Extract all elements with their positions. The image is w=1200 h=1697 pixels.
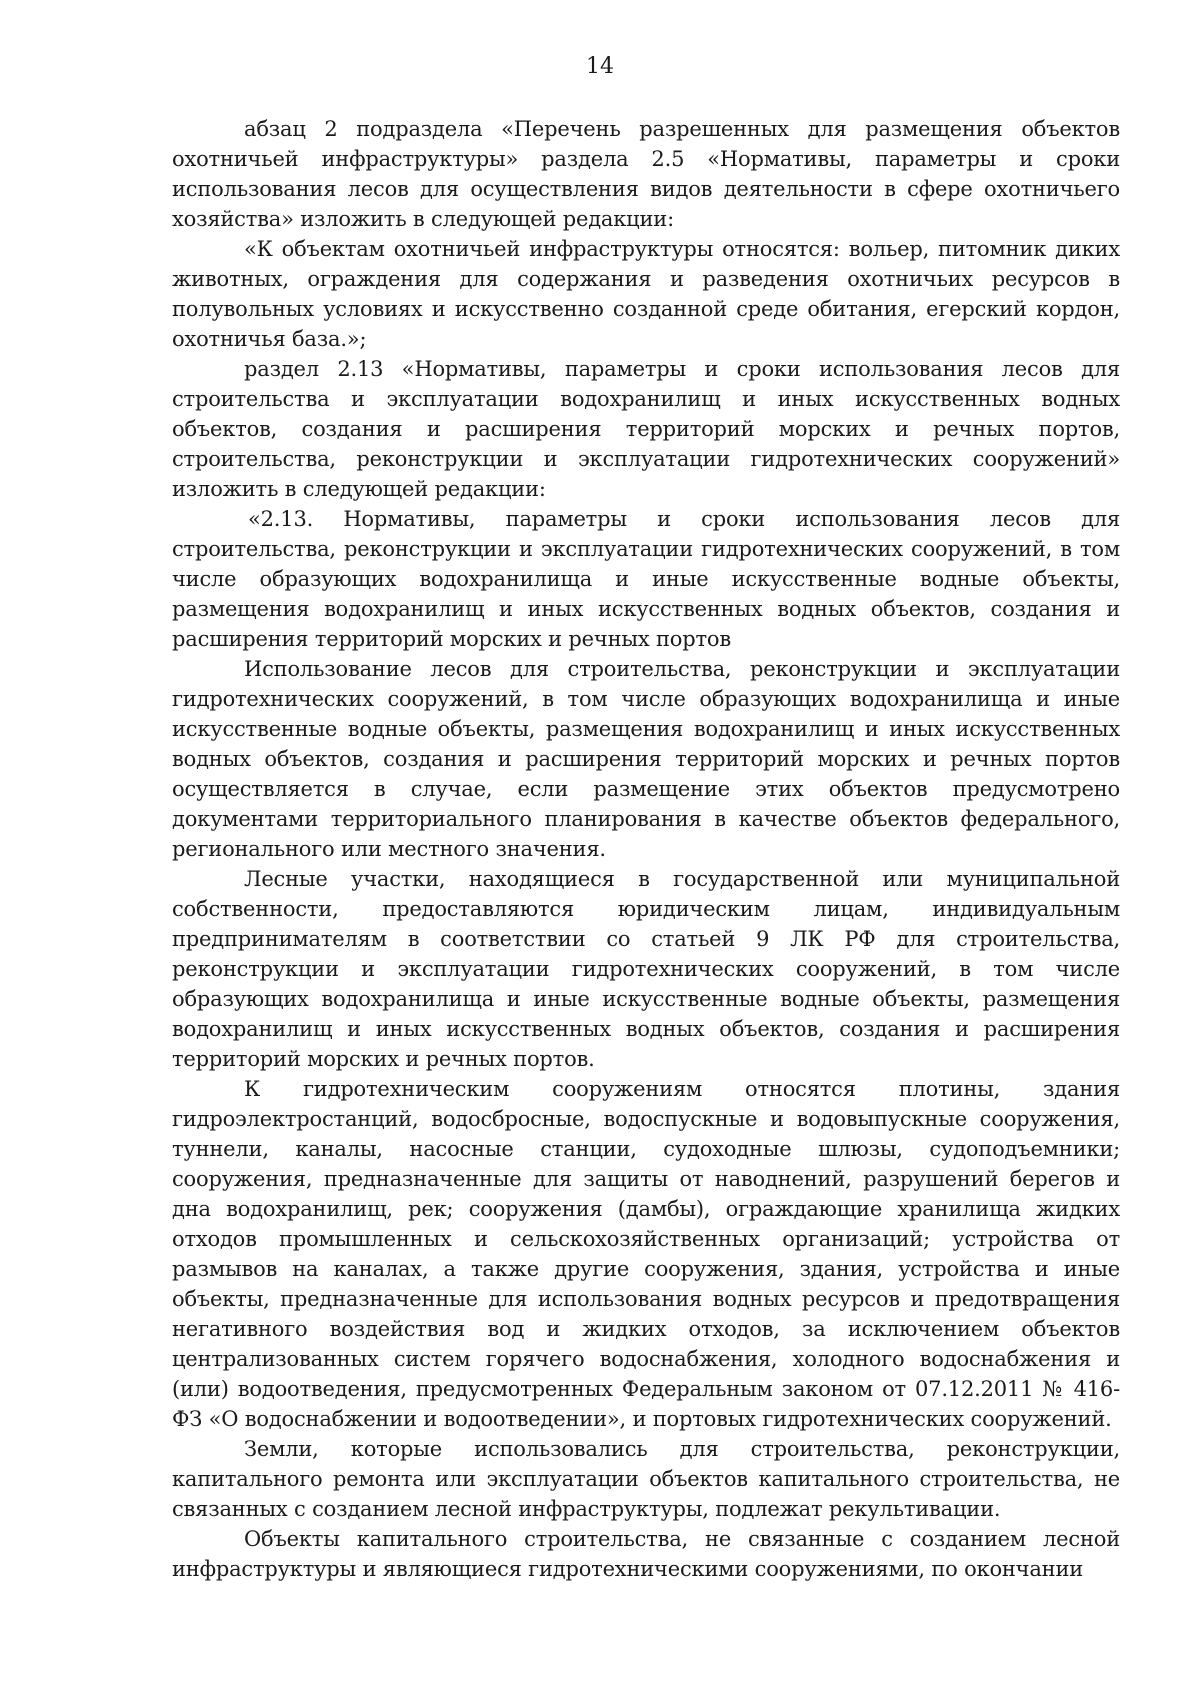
paragraph-amendment-2-13-intro: раздел 2.13 «Нормативы, параметры и сроки использования лесов для строительства и эксплуатации водохранилищ и иных искусственных водных объектов, создания и расширения территорий морских и речных портов, строительства, реконструкции и эксплуатации гидротехнических сооружений» изложить в следующей редакции:: [172, 357, 1120, 501]
paragraph-capital-construction-objects: Объекты капитального строительства, не связанные с созданием лесной инфраструктуры и являющиеся гидротехническими сооружениями, по окончании: [172, 1527, 1120, 1581]
section-2-13-title: «2.13. Нормативы, параметры и сроки использования лесов для строительства, реконструкции и эксплуатации гидротехнических сооружений, в том числе образующих водохранилища и иные искусственные водные объекты, размещения водохранилищ и иных искусственных водных объектов, создания и расширения территорий морских и речных портов: [172, 507, 1120, 651]
paragraph-hydraulic-structures-definition: К гидротехническим сооружениям относятся плотины, здания гидроэлектростанций, водосбросные, водоспускные и водовыпускные сооружения, туннели, каналы, насосные станции, судоходные шлюзы, судоподъемники; сооружения, предназначенные для защиты от наводнений, разрушений берегов и дна водохранилищ, рек; сооружения (дамбы), ограждающие хранилища жидких отходов промышленных и сельскохозяйственных организаций; устройства от размывов на каналах, а также другие сооружения, здания, устройства и иные объекты, предназначенные для использования водных ресурсов и предотвращения негативного воздействия вод и жидких отходов, за исключением объектов централизованных систем горячего водоснабжения, холодного водоснабжения и (или) водоотведения, предусмотренных Федеральным законом от 07.12.2011 № 416-ФЗ «О водоснабжении и водоотведении», и портовых гидротехнических сооружений.: [172, 1077, 1120, 1431]
paragraph-hunting-infrastructure-list: «К объектам охотничьей инфраструктуры относятся: вольер, питомник диких животных, ограждения для содержания и разведения охотничьих ресурсов в полувольных условиях и искусственно созданной среде обитания, егерский кордон, охотничья база.»;: [172, 237, 1120, 351]
paragraph-land-recultivation: Земли, которые использовались для строительства, реконструкции, капитального ремонта или эксплуатации объектов капитального строительства, не связанных с созданием лесной инфраструктуры, подлежат рекультивации.: [172, 1437, 1120, 1521]
paragraph-forest-plots-provision: Лесные участки, находящиеся в государственной или муниципальной собственности, предоставляются юридическим лицам, индивидуальным предпринимателям в соответствии со статьей 9 ЛК РФ для строительства, реконструкции и эксплуатации гидротехнических сооружений, в том числе образующих водохранилища и иные искусственные водные объекты, размещения водохранилищ и иных искусственных водных объектов, создания и расширения территорий морских и речных портов.: [172, 867, 1120, 1071]
page-number: 14: [586, 54, 614, 79]
paragraph-forest-use-conditions: Использование лесов для строительства, реконструкции и эксплуатации гидротехнических сооружений, в том числе образующих водохранилища и иные искусственные водные объекты, размещения водохранилищ и иных искусственных водных объектов, создания и расширения территорий морских и речных портов осуществляется в случае, если размещение этих объектов предусмотрено документами территориального планирования в качестве объектов федерального, регионального или местного значения.: [172, 657, 1120, 861]
document-body: [172, 114, 1120, 1584]
paragraph-amendment-2-5-intro: абзац 2 подраздела «Перечень разрешенных для размещения объектов охотничьей инфраструктуры» раздела 2.5 «Нормативы, параметры и сроки использования лесов для осуществления видов деятельности в сфере охотничьего хозяйства» изложить в следующей редакции:: [172, 117, 1120, 231]
